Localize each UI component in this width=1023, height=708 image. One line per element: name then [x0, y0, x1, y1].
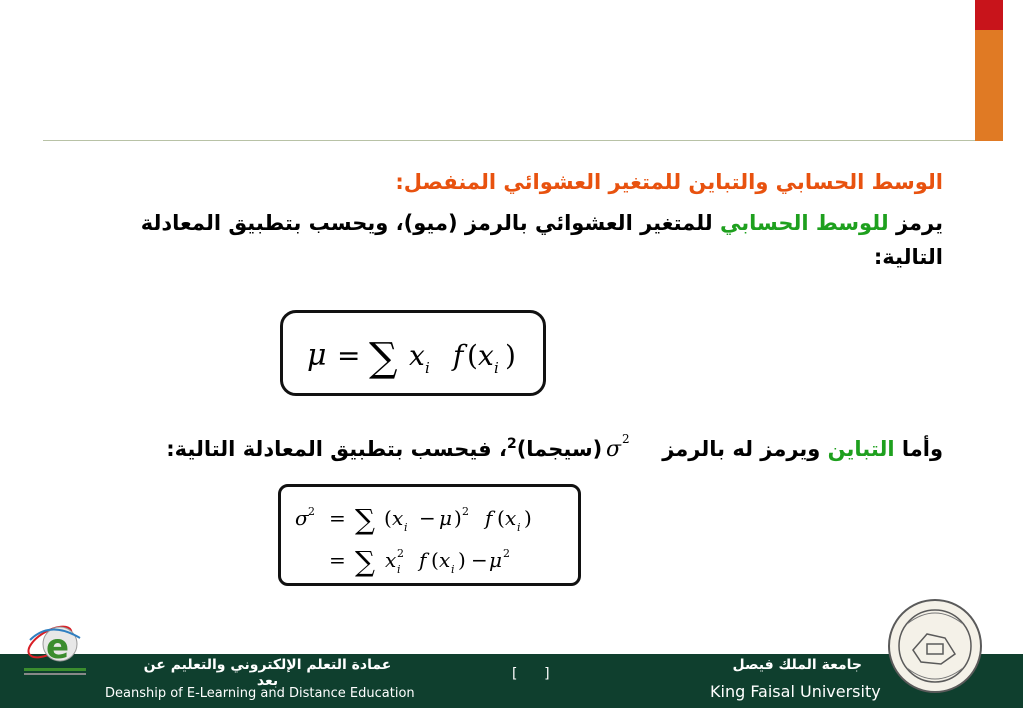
mean-formula	[283, 313, 543, 393]
mean-term: للوسط الحسابي	[719, 211, 889, 235]
var-lp2: (	[497, 506, 505, 530]
var-sigma-exp: 2	[308, 505, 315, 518]
slide-heading: الوسط الحسابي والتباين للمتغير العشوائي المنفصل:	[395, 170, 943, 194]
deanship-name-ar: عمادة التعلم الإلكتروني والتعليم عن بعد	[143, 657, 392, 689]
var-mu1: μ	[439, 506, 452, 530]
variance-formula-box	[278, 484, 581, 586]
var-minus2: −	[471, 548, 488, 572]
variance-paragraph	[123, 436, 943, 461]
mean-x: x	[409, 339, 425, 372]
var-i3: i	[397, 563, 401, 576]
var-rp3: )	[458, 548, 466, 572]
var-rp1: )	[454, 506, 462, 530]
mean-sum: ∑	[369, 335, 398, 381]
sigma-squared-symbol	[604, 430, 644, 464]
var-x4: x	[439, 548, 451, 572]
mean-mu: μ	[307, 338, 327, 373]
mean-f: f	[453, 339, 464, 372]
variance-sigma-name: (سيجما)	[516, 437, 603, 461]
mean-sub-i2: i	[494, 359, 499, 377]
accent-bar-orange	[975, 30, 1003, 141]
header-divider	[43, 140, 975, 141]
var-x1: x	[392, 506, 404, 530]
variance-intro-end: ، فيحسب بتطبيق المعادلة التالية:	[166, 437, 507, 461]
mean-intro-end: للمتغير العشوائي بالرمز (ميو)، ويحسب بتطبيق المعادلة التالية:	[140, 211, 943, 269]
mean-intro-start: يرمز	[888, 211, 943, 235]
mean-x2: x	[478, 339, 494, 372]
university-name-ar: جامعة الملك فيصل	[732, 657, 862, 673]
var-exp2: 2	[397, 547, 404, 560]
page-number: [ ]	[512, 666, 550, 682]
var-sum2: ∑	[355, 545, 375, 578]
var-i2: i	[517, 521, 521, 534]
var-i1: i	[404, 521, 408, 534]
svg-text:e: e	[46, 627, 70, 667]
variance-intro-start: وأما	[894, 437, 943, 461]
var-x3: x	[385, 548, 397, 572]
mean-equals: =	[337, 339, 361, 372]
var-i4: i	[451, 563, 455, 576]
accent-bar-red	[975, 0, 1003, 30]
mean-rparen: )	[505, 339, 516, 372]
var-lp1: (	[384, 506, 392, 530]
var-eq1: =	[329, 506, 346, 530]
var-rp2: )	[524, 506, 532, 530]
sigma-exp-glyph: 2	[622, 432, 630, 446]
variance-sigma-exp: 2	[506, 436, 517, 452]
var-exp3: 2	[503, 547, 510, 560]
var-minus1: −	[419, 506, 436, 530]
sigma-glyph: σ	[606, 437, 622, 462]
var-eq2: =	[329, 548, 346, 572]
var-exp1: 2	[462, 505, 469, 518]
variance-intro-mid: ويرمز له بالرمز	[662, 437, 828, 461]
university-name-en: King Faisal University	[710, 682, 881, 701]
var-f1: f	[485, 506, 493, 530]
var-mu2: μ	[489, 548, 502, 572]
variance-formula	[281, 487, 578, 583]
deanship-name-en: Deanship of E-Learning and Distance Education	[105, 686, 415, 701]
mean-sub-i: i	[425, 359, 430, 377]
mean-formula-box	[280, 310, 546, 396]
var-x2: x	[505, 506, 517, 530]
mean-paragraph	[123, 206, 943, 274]
variance-term: التباين	[827, 437, 895, 461]
var-lp3: (	[431, 548, 439, 572]
mean-lparen: (	[467, 339, 478, 372]
university-seal	[887, 598, 983, 694]
var-sigma: σ	[295, 506, 309, 530]
deanship-logo	[20, 610, 100, 690]
var-f2: f	[419, 548, 427, 572]
var-sum1: ∑	[355, 503, 375, 536]
